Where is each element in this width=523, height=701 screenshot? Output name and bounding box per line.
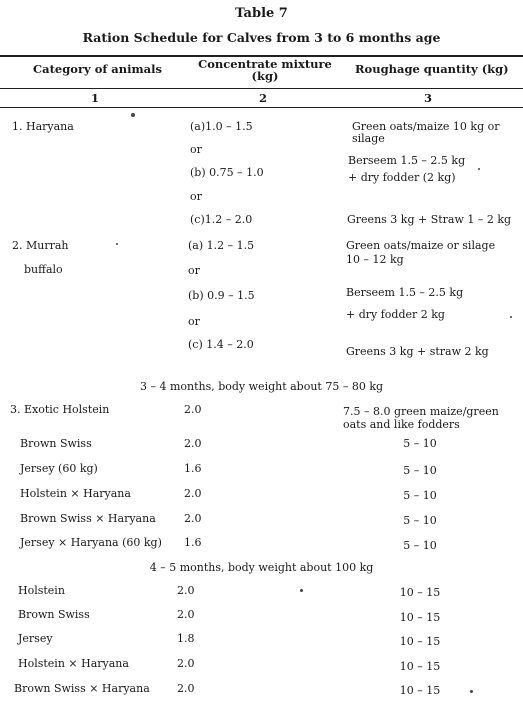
- haryana-roughage-a1: Green oats/maize 10 kg or: [352, 120, 500, 133]
- section-heading-3-4-months: 3 – 4 months, body weight about 75 – 80 kg: [139, 380, 384, 393]
- table-title: Table 7: [235, 6, 288, 21]
- murrah-roughage-b2: + dry fodder 2 kg: [346, 308, 445, 321]
- murrah-roughage-a2: 10 – 12 kg: [346, 253, 404, 266]
- table-row-category: Holstein × Haryana: [18, 657, 129, 670]
- table-row-roughage: 10 – 15: [399, 586, 441, 599]
- haryana-roughage-a2: silage: [352, 132, 385, 145]
- table-row-roughage: 5 – 10: [403, 539, 437, 552]
- haryana-roughage-c: Greens 3 kg + Straw 1 – 2 kg: [347, 213, 512, 226]
- table-row-roughage: 5 – 10: [403, 437, 437, 450]
- table-row-concentrate: 1.6: [184, 462, 202, 475]
- murrah-or-2: or: [188, 315, 200, 328]
- header-concentrate-unit: (kg): [251, 69, 279, 83]
- scan-speck: [116, 243, 118, 245]
- table-row-concentrate: 2.0: [177, 682, 195, 695]
- haryana-opt-a: (a)1.0 – 1.5: [190, 120, 253, 133]
- murrah-opt-a: (a) 1.2 – 1.5: [188, 239, 255, 252]
- table-subtitle: Ration Schedule for Calves from 3 to 6 months age: [82, 30, 441, 45]
- category-haryana: 1. Haryana: [12, 120, 74, 133]
- table-row-roughage: 5 – 10: [403, 489, 437, 502]
- table-row-category: Jersey (60 kg): [20, 462, 98, 475]
- table-row-roughage: 7.5 – 8.0 green maize/green: [343, 405, 499, 418]
- table-row-roughage: 10 – 15: [399, 684, 441, 697]
- murrah-opt-c: (c) 1.4 – 2.0: [188, 338, 254, 351]
- category-murrah: 2. Murrah: [12, 239, 69, 252]
- table-row-concentrate: 2.0: [177, 657, 195, 670]
- table-row-category: Brown Swiss: [20, 437, 92, 450]
- scan-speck: [478, 168, 480, 170]
- scan-speck: [510, 316, 512, 318]
- table-row-category: Jersey × Haryana (60 kg): [20, 536, 162, 549]
- scan-speck: [131, 113, 135, 117]
- table-row-roughage: 5 – 10: [403, 464, 437, 477]
- table-row-roughage: 10 – 15: [399, 611, 441, 624]
- haryana-opt-c: (c)1.2 – 2.0: [190, 213, 253, 226]
- section-heading-4-5-months: 4 – 5 months, body weight about 100 kg: [149, 561, 374, 574]
- table-row-category: Holstein: [18, 584, 65, 597]
- header-rule: [0, 88, 523, 89]
- haryana-or-1: or: [190, 143, 202, 156]
- table-row-concentrate: 2.0: [177, 584, 195, 597]
- table-row-category: Brown Swiss × Haryana: [20, 512, 156, 525]
- table-row-category: Jersey: [18, 632, 53, 645]
- murrah-or-1: or: [188, 264, 200, 277]
- table-row-roughage-2: oats and like fodders: [343, 418, 460, 431]
- table-row-concentrate: 2.0: [184, 437, 202, 450]
- colnum-2: 2: [258, 91, 267, 105]
- table-row-roughage: 10 – 15: [399, 635, 441, 648]
- murrah-roughage-c: Greens 3 kg + straw 2 kg: [346, 345, 489, 358]
- haryana-opt-b: (b) 0.75 – 1.0: [190, 166, 264, 179]
- scan-speck: [470, 690, 473, 693]
- header-category: Category of animals: [33, 62, 162, 76]
- table-row-category: Holstein × Haryana: [20, 487, 131, 500]
- header-concentrate: Concentrate mixture: [198, 57, 332, 71]
- table-row-concentrate: 2.0: [184, 487, 202, 500]
- table-row-concentrate: 1.6: [184, 536, 202, 549]
- murrah-roughage-a1: Green oats/maize or silage: [346, 239, 496, 252]
- table-row-roughage: 10 – 15: [399, 660, 441, 673]
- haryana-roughage-b1: Berseem 1.5 – 2.5 kg: [348, 154, 466, 167]
- table-row-roughage: 5 – 10: [403, 514, 437, 527]
- colnum-rule: [0, 107, 523, 108]
- header-roughage: Roughage quantity (kg): [355, 62, 509, 76]
- scan-speck: [300, 589, 303, 592]
- category-murrah-2: buffalo: [24, 263, 63, 276]
- table-row-category: 3. Exotic Holstein: [10, 403, 110, 416]
- table-row-concentrate: 2.0: [184, 512, 202, 525]
- table-row-category: Brown Swiss: [18, 608, 90, 621]
- table-row-concentrate: 2.0: [184, 403, 202, 416]
- table-row-category: Brown Swiss × Haryana: [14, 682, 150, 695]
- colnum-1: 1: [90, 91, 99, 105]
- murrah-opt-b: (b) 0.9 – 1.5: [188, 289, 255, 302]
- colnum-3: 3: [423, 91, 432, 105]
- table-row-concentrate: 1.8: [177, 632, 195, 645]
- haryana-roughage-b2: + dry fodder (2 kg): [348, 171, 456, 184]
- haryana-or-2: or: [190, 190, 202, 203]
- murrah-roughage-b1: Berseem 1.5 – 2.5 kg: [346, 286, 464, 299]
- table-row-concentrate: 2.0: [177, 608, 195, 621]
